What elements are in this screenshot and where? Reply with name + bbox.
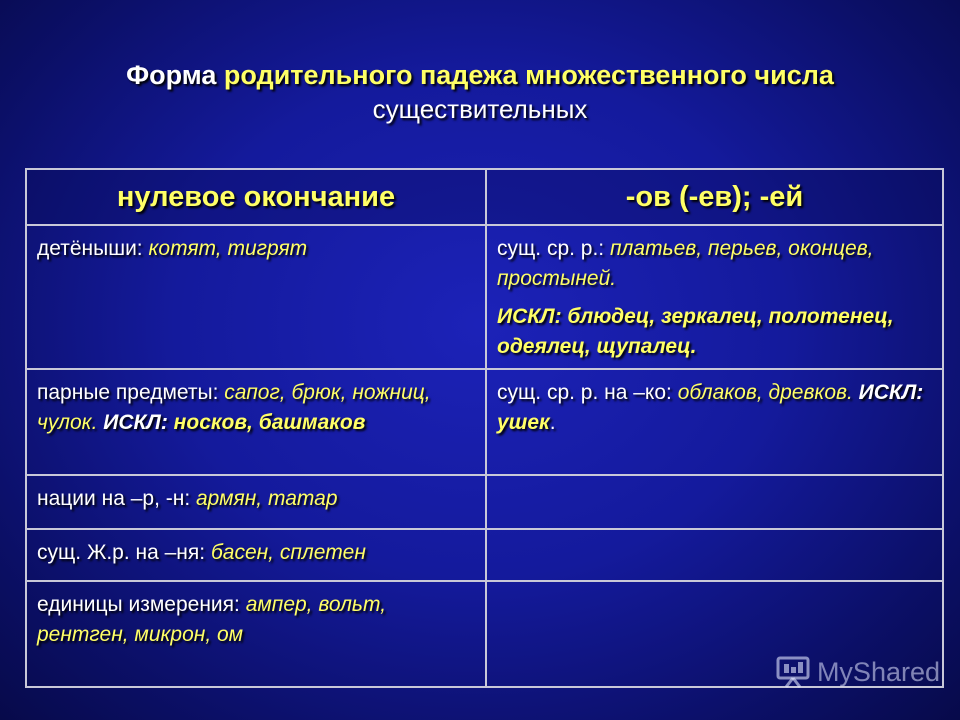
cell-feminine-nya [26, 529, 486, 581]
table-row [26, 475, 943, 529]
cell-tail: . [549, 411, 556, 434]
cell-exception: ушек [497, 411, 550, 434]
table-header-row [26, 169, 943, 225]
cell-nations [26, 475, 486, 529]
title-subline: существительных [372, 94, 588, 124]
cell-empty [486, 475, 943, 529]
cell-label: сущ. ср. р.: [497, 237, 610, 260]
endings-table [25, 168, 944, 688]
slide-title [0, 58, 960, 126]
cell-label: единицы измерения: [37, 593, 246, 616]
cell-neuter-nouns [486, 225, 943, 369]
cell-examples: армян, татар [196, 487, 338, 510]
cell-examples: котят, тигрят [148, 237, 308, 260]
cell-label: сущ. Ж.р. на –ня: [37, 541, 211, 564]
table-row [26, 369, 943, 475]
cell-label: детёныши: [37, 237, 149, 260]
watermark-text: MyShared [816, 656, 940, 687]
cell-examples: сапог, брюк, ножниц, чулок. [37, 381, 431, 434]
cell-label: парные предметы: [37, 381, 225, 404]
cell-exception-label: ИСКЛ: [97, 411, 168, 434]
cell-exception-label: ИСКЛ: [852, 381, 924, 404]
title-word: Форма [126, 60, 217, 90]
cell-neuter-ko-nouns [486, 369, 943, 475]
watermark-logo [775, 655, 940, 689]
presentation-board-icon [775, 655, 811, 689]
cell-examples: облаков, древков. [677, 381, 853, 404]
header-zero-ending: нулевое окончание [26, 169, 486, 225]
cell-examples: басен, сплетен [210, 541, 366, 564]
cell-label: нации на –р, -н: [37, 487, 196, 510]
cell-offspring [26, 225, 486, 369]
cell-paired-items [26, 369, 486, 475]
cell-exception: носков, башмаков [167, 411, 366, 434]
cell-units [26, 581, 486, 687]
cell-exception: ИСКЛ: блюдец, зеркалец, полотенец, одеялец, щупалец. [497, 305, 894, 358]
table-row [26, 225, 943, 369]
cell-empty [486, 529, 943, 581]
table-row [26, 529, 943, 581]
cell-label: сущ. ср. р. на –ко: [497, 381, 678, 404]
title-highlight: родительного падежа множественного числа [223, 60, 834, 90]
cell-examples: платьев, перьев, оконцев, простыней. [497, 237, 874, 290]
header-ov-ev-ey: -ов (-ев); -ей [486, 169, 943, 225]
cell-examples: ампер, вольт, рентген, микрон, ом [37, 593, 387, 646]
